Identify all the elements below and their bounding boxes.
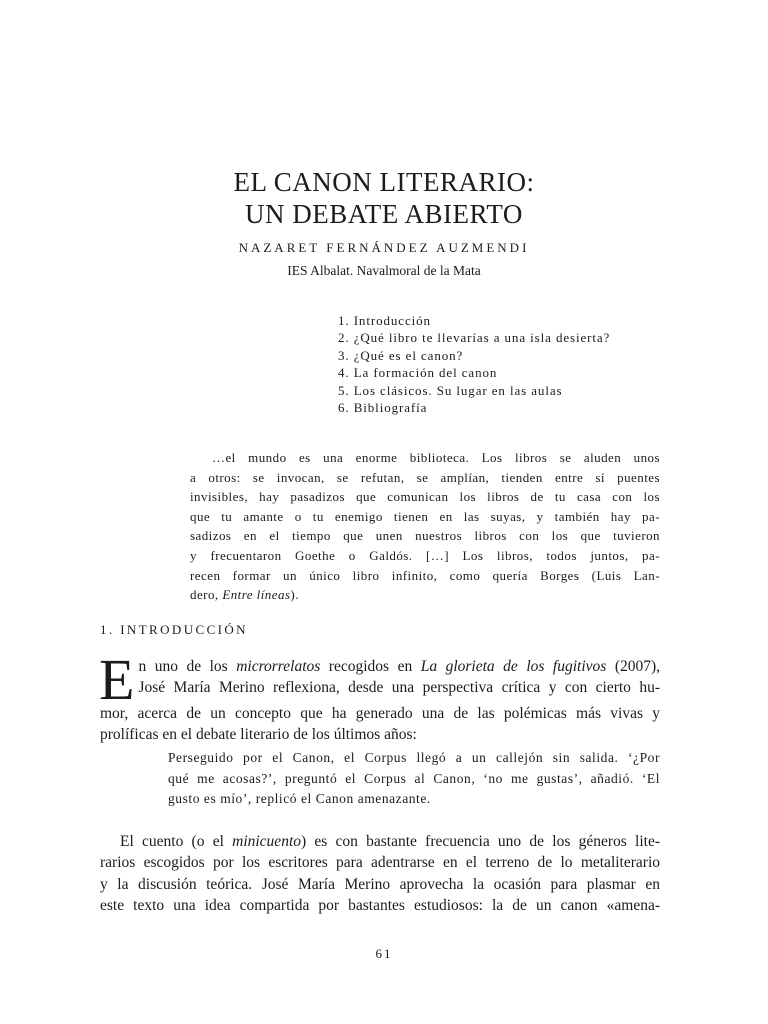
- article-title-line-2: UN DEBATE ABIERTO: [245, 199, 523, 229]
- toc-item: 4. La formación del canon: [338, 365, 498, 381]
- paragraph-line: José María Merino reflexiona, desde una perspectiva crítica y con cierto hu-: [138, 679, 660, 697]
- paragraph-second: [100, 831, 660, 917]
- epigraph-book-title: Entre líneas: [222, 587, 291, 603]
- paragraph-line: rarios escogidos por los escritores para adentrarse en el terreno de lo metaliterario: [100, 854, 660, 872]
- paragraph-line: [100, 656, 660, 677]
- paragraph-line: este texto una idea compartida por bastantes estudiosos: la de un canon «amena-: [100, 897, 660, 915]
- paragraph-text: recogidos en: [320, 658, 421, 675]
- epigraph-line: recen formar un único libro infinito, como quería Borges (Luis Lan-: [190, 567, 660, 583]
- toc-item: 5. Los clásicos. Su lugar en las aulas: [338, 382, 563, 398]
- paragraph-text: (2007),: [606, 658, 661, 675]
- italic-term: minicuento: [232, 833, 301, 850]
- epigraph-line: …el mundo es una enorme biblioteca. Los libros se aluden unos: [212, 450, 660, 465]
- epigraph-text: dero,: [190, 587, 223, 603]
- toc-item: 3. ¿Qué es el canon?: [338, 347, 464, 363]
- epigraph-line: y frecuentaron Goethe o Galdós. […] Los libros, todos juntos, pa-: [190, 547, 660, 563]
- drop-cap: E: [99, 647, 135, 712]
- epigraph: [190, 448, 660, 605]
- page-number: 61: [375, 946, 393, 961]
- paragraph-intro: [99, 647, 661, 746]
- italic-term: microrrelatos: [236, 658, 321, 675]
- epigraph-line: que tu amante o tu enemigo tienen en las suyas, y también hay pa-: [190, 508, 660, 524]
- author-name: NAZARET FERNÁNDEZ AUZMENDI: [238, 240, 530, 255]
- quote-line: Perseguido por el Canon, el Corpus llegó a un callejón sin salida. ‘¿Por: [168, 750, 660, 765]
- paragraph-line: y la discusión teórica. José María Merino aprovecha la ocasión para plasmar en: [100, 875, 660, 893]
- epigraph-line: invisibles, hay pasadizos que comunican los libros de tu casa con los: [190, 489, 660, 505]
- paragraph-line: [100, 831, 660, 852]
- paragraph-text: ) es con bastante frecuencia uno de los géneros lite-: [301, 833, 660, 850]
- epigraph-text: ).: [290, 587, 299, 603]
- paragraph-text: n uno de los: [138, 658, 237, 675]
- toc-item: 2. ¿Qué libro te llevarías a una isla desierta?: [338, 330, 611, 346]
- book-title: La glorieta de los fugitivos: [420, 658, 607, 675]
- section-heading: 1. INTRODUCCIÓN: [100, 622, 248, 637]
- quote-line: gusto es mío’, replicó el Canon amenazante.: [168, 791, 431, 806]
- paragraph-text: El cuento (o el: [120, 833, 233, 850]
- quote-line: qué me acosas?’, preguntó el Corpus al Canon, ‘no me gustas’, añadió. ‘El: [168, 770, 660, 786]
- toc-item: 1. Introducción: [338, 313, 431, 328]
- article-title-line-1: EL CANON LITERARIO:: [233, 167, 535, 197]
- block-quote: [168, 748, 660, 810]
- toc-item: 6. Bibliografía: [338, 400, 428, 416]
- epigraph-line-last: [190, 585, 660, 605]
- author-affiliation: IES Albalat. Navalmoral de la Mata: [287, 263, 481, 278]
- table-of-contents: [338, 312, 610, 416]
- paragraph-line: prolíficas en el debate literario de los últimos años:: [100, 726, 417, 744]
- epigraph-line: a otros: se invocan, se refutan, se amplían, tienden entre sí puentes: [190, 469, 660, 485]
- paragraph-line: mor, acerca de un concepto que ha generado una de las polémicas más vivas y: [100, 705, 660, 722]
- epigraph-line: sadizos en el tiempo que unen nuestros libros con los que tuvieron: [190, 528, 660, 544]
